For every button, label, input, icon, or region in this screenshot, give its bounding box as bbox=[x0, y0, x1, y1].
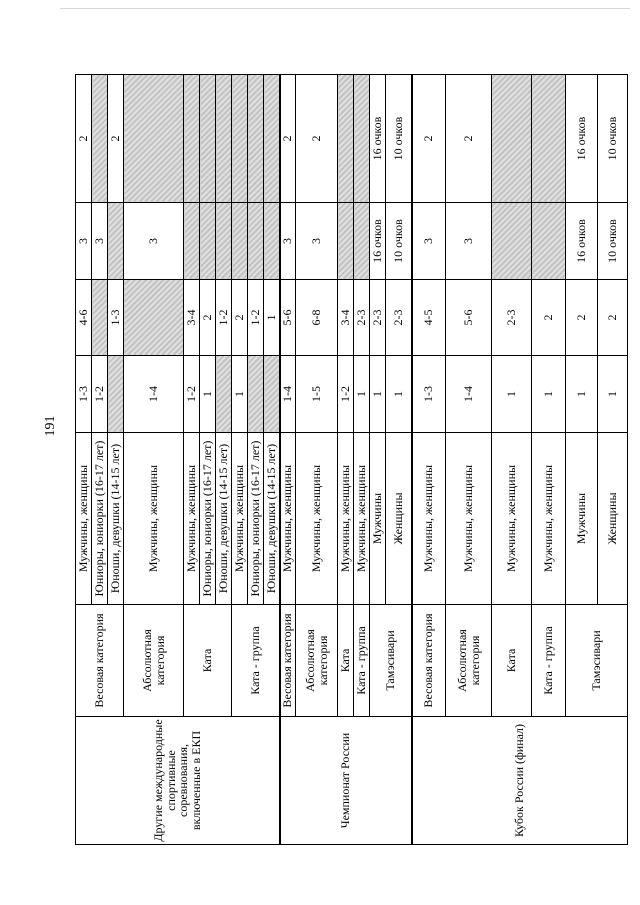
value-cell: 1 bbox=[354, 356, 370, 433]
group-cell: Мужчины bbox=[566, 433, 598, 605]
value-cell: 2 bbox=[280, 75, 296, 203]
value-cell: 10 очков bbox=[598, 75, 628, 203]
group-cell: Мужчины, женщины bbox=[532, 433, 566, 605]
competition-cell: Другие международные спортивные соревнования, включенные в ЕКП bbox=[76, 717, 280, 845]
group-cell: Мужчины, женщины bbox=[124, 433, 184, 605]
value-cell: 1 bbox=[532, 356, 566, 433]
shaded-cell bbox=[92, 75, 108, 203]
top-rule bbox=[60, 8, 630, 9]
discipline-cell: Ката - группа bbox=[532, 605, 566, 717]
shaded-cell bbox=[264, 356, 280, 433]
group-cell: Мужчины, женщины bbox=[76, 433, 92, 605]
value-cell: 2 bbox=[232, 280, 248, 356]
discipline-cell: Тамэсивари bbox=[566, 605, 628, 717]
value-cell: 1 bbox=[386, 356, 412, 433]
shaded-cell bbox=[264, 75, 280, 203]
value-cell: 3 bbox=[124, 203, 184, 280]
value-cell: 16 очков bbox=[370, 75, 386, 203]
value-cell: 1-3 bbox=[108, 280, 124, 356]
shaded-cell bbox=[92, 280, 108, 356]
group-cell: Мужчины, женщины bbox=[184, 433, 200, 605]
discipline-cell: Ката bbox=[338, 605, 354, 717]
value-cell: 10 очков bbox=[386, 203, 412, 280]
value-cell: 4-5 bbox=[412, 280, 446, 356]
value-cell: 1-2 bbox=[338, 356, 354, 433]
table-row bbox=[280, 75, 296, 845]
value-cell: 1-2 bbox=[92, 356, 108, 433]
value-cell: 2 bbox=[200, 280, 216, 356]
value-cell: 3 bbox=[296, 203, 338, 280]
value-cell: 2 bbox=[598, 280, 628, 356]
shaded-cell bbox=[264, 203, 280, 280]
value-cell: 1-4 bbox=[124, 356, 184, 433]
group-cell: Мужчины, женщины bbox=[280, 433, 296, 605]
discipline-cell: Абсолютная категория bbox=[124, 605, 184, 717]
shaded-cell bbox=[338, 203, 354, 280]
value-cell: 5-6 bbox=[446, 280, 492, 356]
value-cell: 1 bbox=[566, 356, 598, 433]
discipline-cell: Абсолютная категория bbox=[446, 605, 492, 717]
group-cell: Мужчины bbox=[370, 433, 386, 605]
value-cell: 1-3 bbox=[412, 356, 446, 433]
competition-cell: Кубок России (финал) bbox=[412, 717, 628, 845]
group-cell: Мужчины, женщины bbox=[492, 433, 532, 605]
value-cell: 2 bbox=[296, 75, 338, 203]
value-cell: 3 bbox=[412, 203, 446, 280]
value-cell: 1-2 bbox=[184, 356, 200, 433]
value-cell: 1 bbox=[264, 280, 280, 356]
value-cell: 2 bbox=[108, 75, 124, 203]
value-cell: 2 bbox=[532, 280, 566, 356]
group-cell: Женщины bbox=[386, 433, 412, 605]
shaded-cell bbox=[216, 356, 232, 433]
shaded-cell bbox=[108, 203, 124, 280]
value-cell: 1-2 bbox=[216, 280, 232, 356]
group-cell: Мужчины, женщины bbox=[232, 433, 248, 605]
shaded-cell bbox=[248, 75, 264, 203]
shaded-cell bbox=[232, 75, 248, 203]
value-cell: 1 bbox=[492, 356, 532, 433]
value-cell: 3 bbox=[446, 203, 492, 280]
competition-cell: Чемпионат России bbox=[280, 717, 412, 845]
shaded-cell bbox=[354, 75, 370, 203]
shaded-cell bbox=[248, 356, 264, 433]
group-cell: Мужчины, женщины bbox=[412, 433, 446, 605]
discipline-cell: Ката bbox=[492, 605, 532, 717]
value-cell: 3 bbox=[280, 203, 296, 280]
shaded-cell bbox=[184, 203, 200, 280]
shaded-cell bbox=[532, 75, 566, 203]
shaded-cell bbox=[124, 75, 184, 203]
value-cell: 1 bbox=[598, 356, 628, 433]
group-cell: Юниоры, юниорки (16-17 лет) bbox=[248, 433, 264, 605]
shaded-cell bbox=[108, 356, 124, 433]
shaded-cell bbox=[216, 75, 232, 203]
shaded-cell bbox=[184, 75, 200, 203]
group-cell: Мужчины, женщины bbox=[354, 433, 370, 605]
value-cell: 2 bbox=[76, 75, 92, 203]
discipline-cell: Тамэсивари bbox=[370, 605, 412, 717]
value-cell: 3-4 bbox=[184, 280, 200, 356]
value-cell: 2 bbox=[566, 280, 598, 356]
shaded-cell bbox=[532, 203, 566, 280]
shaded-cell bbox=[492, 203, 532, 280]
value-cell: 2 bbox=[412, 75, 446, 203]
value-cell: 1-3 bbox=[76, 356, 92, 433]
value-cell: 3-4 bbox=[338, 280, 354, 356]
table-row bbox=[76, 75, 92, 845]
discipline-cell: Ката - группа bbox=[354, 605, 370, 717]
value-cell: 6-8 bbox=[296, 280, 338, 356]
group-cell: Юноши, девушки (14-15 лет) bbox=[108, 433, 124, 605]
discipline-cell: Абсолютная категория bbox=[296, 605, 338, 717]
group-cell: Мужчины, женщины bbox=[446, 433, 492, 605]
value-cell: 2-3 bbox=[492, 280, 532, 356]
shaded-cell bbox=[492, 75, 532, 203]
value-cell: 1 bbox=[232, 356, 248, 433]
shaded-cell bbox=[354, 203, 370, 280]
value-cell: 5-6 bbox=[280, 280, 296, 356]
value-cell: 16 очков bbox=[566, 203, 598, 280]
value-cell: 2-3 bbox=[386, 280, 412, 356]
page-number: 191 bbox=[43, 415, 58, 437]
rotated-table-wrapper bbox=[75, 75, 620, 845]
shaded-cell bbox=[216, 203, 232, 280]
discipline-cell: Весовая категория bbox=[280, 605, 296, 717]
value-cell: 4-6 bbox=[76, 280, 92, 356]
value-cell: 16 очков bbox=[566, 75, 598, 203]
discipline-cell: Весовая категория bbox=[76, 605, 124, 717]
group-cell: Женщины bbox=[598, 433, 628, 605]
value-cell: 10 очков bbox=[386, 75, 412, 203]
group-cell: Юноши, девушки (14-15 лет) bbox=[264, 433, 280, 605]
shaded-cell bbox=[200, 75, 216, 203]
shaded-cell bbox=[124, 280, 184, 356]
table-row bbox=[412, 75, 446, 845]
discipline-cell: Ката bbox=[184, 605, 232, 717]
value-cell: 1 bbox=[200, 356, 216, 433]
shaded-cell bbox=[232, 203, 248, 280]
group-cell: Юниоры, юниорки (16-17 лет) bbox=[92, 433, 108, 605]
value-cell: 2-3 bbox=[370, 280, 386, 356]
value-cell: 1-2 bbox=[248, 280, 264, 356]
group-cell: Мужчины, женщины bbox=[296, 433, 338, 605]
value-cell: 3 bbox=[76, 203, 92, 280]
value-cell: 10 очков bbox=[598, 203, 628, 280]
shaded-cell bbox=[248, 203, 264, 280]
shaded-cell bbox=[200, 203, 216, 280]
value-cell: 1 bbox=[370, 356, 386, 433]
group-cell: Юниоры, юниорки (16-17 лет) bbox=[200, 433, 216, 605]
shaded-cell bbox=[338, 75, 354, 203]
value-cell: 16 очков bbox=[370, 203, 386, 280]
group-cell: Мужчины, женщины bbox=[338, 433, 354, 605]
value-cell: 2-3 bbox=[354, 280, 370, 356]
qualification-table bbox=[75, 74, 628, 845]
discipline-cell: Весовая категория bbox=[412, 605, 446, 717]
value-cell: 3 bbox=[92, 203, 108, 280]
group-cell: Юноши, девушки (14-15 лет) bbox=[216, 433, 232, 605]
discipline-cell: Ката - группа bbox=[232, 605, 280, 717]
value-cell: 1-4 bbox=[446, 356, 492, 433]
value-cell: 1-4 bbox=[280, 356, 296, 433]
value-cell: 1-5 bbox=[296, 356, 338, 433]
value-cell: 2 bbox=[446, 75, 492, 203]
